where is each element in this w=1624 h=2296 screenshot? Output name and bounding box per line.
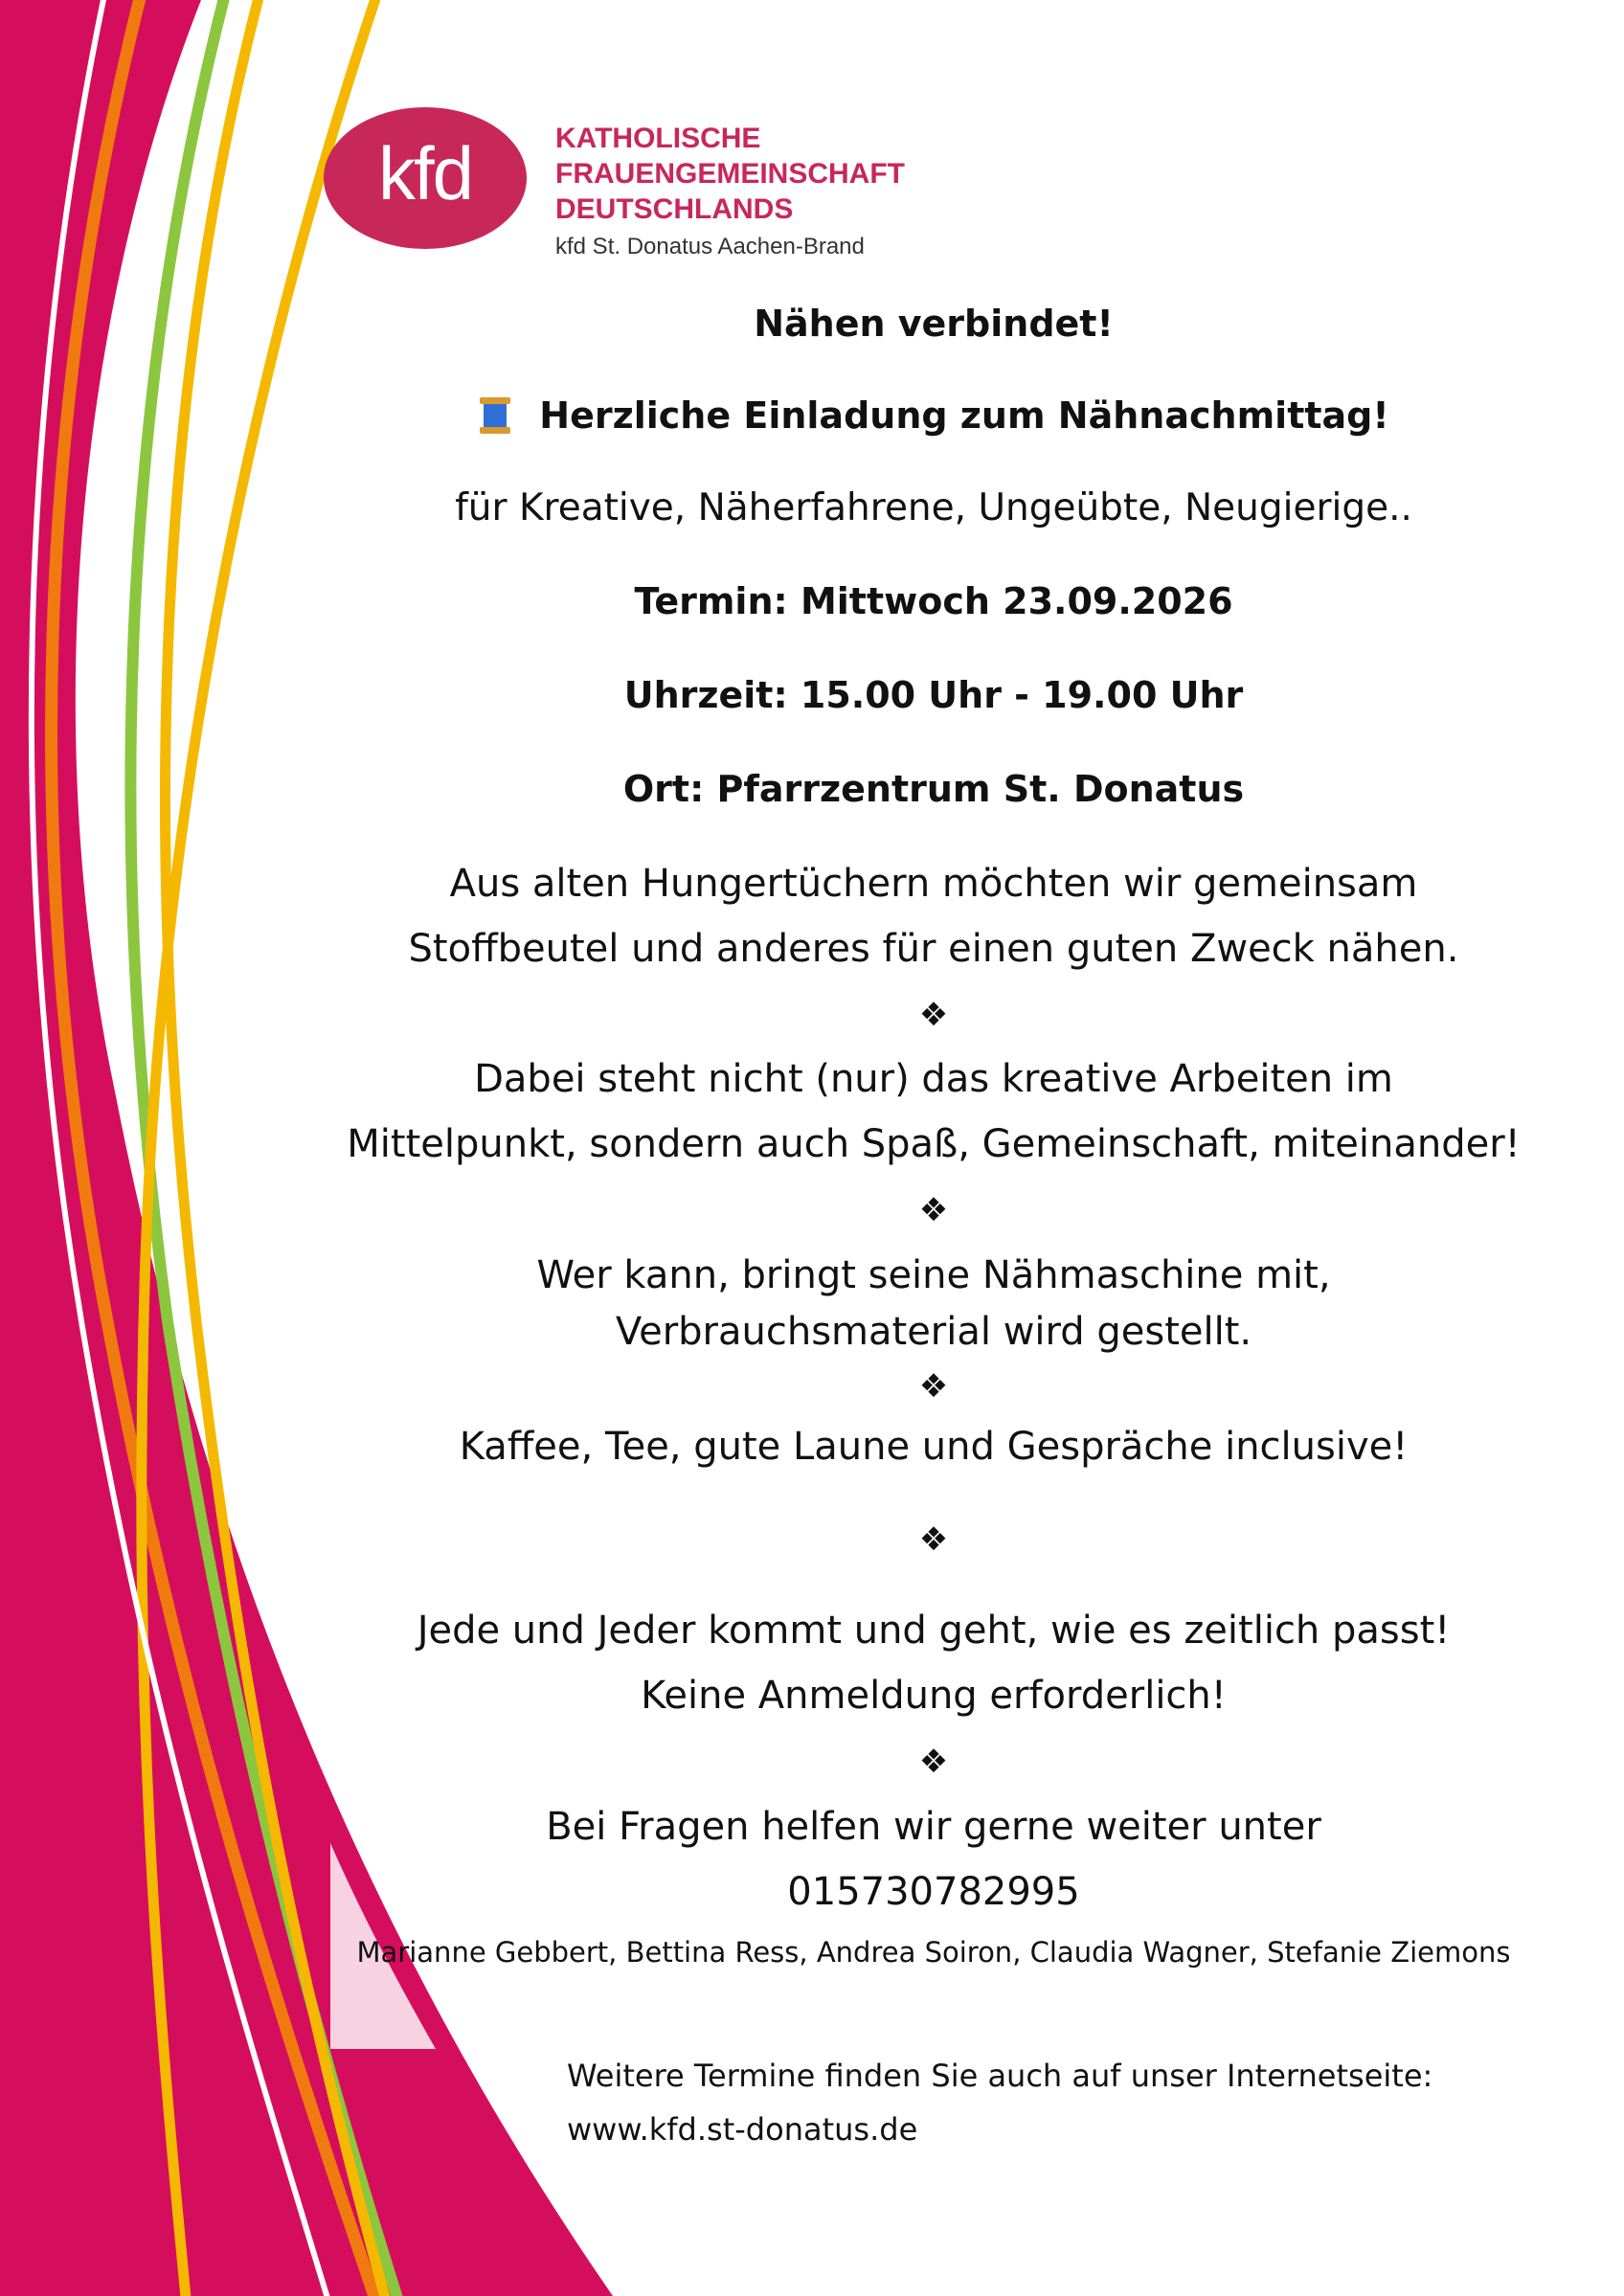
website-link[interactable]: www.kfd.st-donatus.de [567,2111,918,2148]
paragraph-line: Bei Fragen helfen wir gerne weiter unter [546,1805,1321,1849]
separator-ornament: ❖ [918,996,949,1034]
separator-ornament: ❖ [918,1743,949,1781]
organization-name-line: KATHOLISCHE [555,123,761,154]
location-text: Ort: Pfarrzentrum St. Donatus [622,768,1245,810]
paragraph-line: Mittelpunkt, sondern auch Spaß, Gemeinschaft, miteinander! [347,1122,1521,1166]
kfd-logo-oval [324,107,527,249]
date-text: Termin: Mittwoch 23.09.2026 [634,580,1233,622]
paragraph-line: Aus alten Hungertüchern möchten wir gemeinsam [449,862,1418,906]
separator-ornament: ❖ [918,1520,949,1559]
separator-ornament: ❖ [918,1191,949,1229]
paragraph-line: Dabei steht nicht (nur) das kreative Arbeiten im [474,1057,1393,1101]
kfd-logo-mark: kfd [377,131,473,215]
paragraph-line: Wer kann, bringt seine Nähmaschine mit, [536,1253,1331,1297]
paragraph-line: Stoffbeutel und anderes für einen guten Zweck nähen. [408,927,1459,971]
footer-text: Weitere Termine finden Sie auch auf unser Internetseite: [567,2058,1433,2094]
organization-name-line: FRAUENGEMEINSCHAFT [555,158,905,190]
organization-name-line: DEUTSCHLANDS [555,193,794,225]
headline: Nähen verbindet! [754,303,1114,345]
organizer-names: Marianne Gebbert, Bettina Ress, Andrea Soiron, Claudia Wagner, Stefanie Ziemons [356,1936,1511,1969]
footer-note [567,2049,1432,2156]
sewing-thread-spool-icon [478,397,512,434]
separator-ornament: ❖ [918,1367,949,1406]
invitation-text: Herzliche Einladung zum Nähnachmittag! [539,394,1389,437]
time-text: Uhrzeit: 15.00 Uhr - 19.00 Uhr [623,674,1244,716]
paragraph-line: Kaffee, Tee, gute Laune und Gespräche inclusive! [459,1425,1409,1469]
organization-name [555,121,977,227]
paragraph-line: Verbrauchsmaterial wird gestellt. [615,1310,1252,1354]
branch-name: kfd St. Donatus Aachen-Brand [555,234,865,259]
audience-text: für Kreative, Näherfahrene, Ungeübte, Neugierige.. [455,486,1412,529]
paragraph-line: Keine Anmeldung erforderlich! [641,1674,1227,1718]
phone-number: 015730782995 [787,1870,1080,1914]
invitation-line [345,394,1522,437]
paragraph-line: Jede und Jeder kommt und geht, wie es zeitlich passt! [417,1609,1451,1653]
